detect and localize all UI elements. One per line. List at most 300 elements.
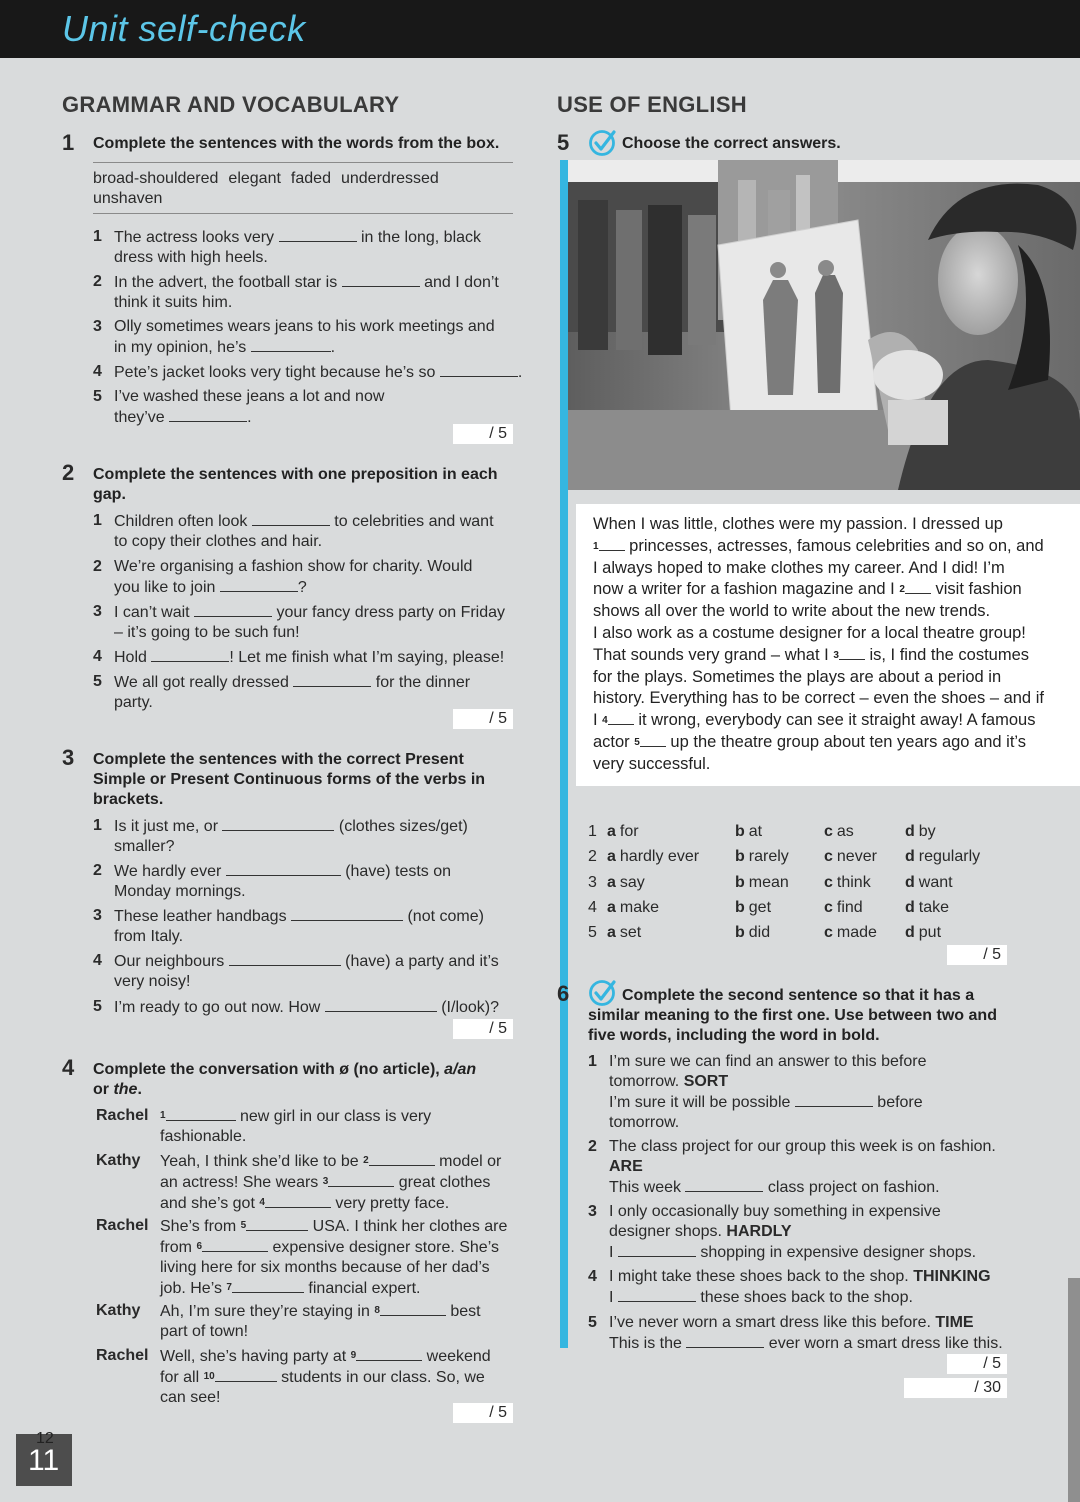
gap-number: 4 (602, 715, 608, 727)
option-letter: b (735, 899, 745, 916)
item-number: 1 (93, 228, 102, 245)
answer-gap[interactable] (640, 732, 666, 747)
answer-gap[interactable] (618, 1287, 696, 1302)
gap-number: 1 (160, 1110, 166, 1121)
option-text: say (619, 874, 645, 891)
option-text: by (918, 823, 936, 840)
list-item (93, 861, 533, 901)
total-score-box: / 30 (904, 1378, 1007, 1398)
dialogue-text: model or (434, 1153, 502, 1170)
answer-gap[interactable] (246, 1216, 308, 1231)
list-item (93, 602, 523, 642)
item-number: 3 (93, 318, 102, 335)
section-title-use-of-english: USE OF ENGLISH (557, 92, 747, 117)
item-text: This week (609, 1179, 686, 1196)
page-number: 11 (28, 1444, 60, 1477)
text-line: I also work as a costume designer for a local theatre group! (593, 623, 1026, 642)
instruction-line: brackets. (93, 791, 164, 808)
gap-number: 2 (899, 584, 905, 596)
item-text: (have) a party and it’s (340, 953, 499, 970)
score-box: / 5 (453, 1403, 513, 1423)
option-letter: d (905, 899, 915, 916)
answer-gap[interactable] (232, 1278, 304, 1293)
dialogue-text: fashionable. (160, 1128, 247, 1145)
list-item (588, 1137, 1028, 1197)
answer-gap[interactable] (229, 951, 341, 966)
list-item (93, 227, 523, 267)
dialogue-line (96, 1301, 526, 1341)
option-letter: b (735, 823, 745, 840)
box-word: faded (290, 170, 331, 187)
dialogue-text: from (160, 1239, 197, 1256)
option-letter: d (905, 874, 915, 891)
dialogue-text: best (445, 1303, 481, 1320)
gap-number: 3 (833, 649, 839, 661)
item-number: 2 (93, 558, 102, 575)
word-box (93, 162, 513, 214)
item-number: 3 (93, 907, 102, 924)
item-text: I’m sure it will be possible (609, 1094, 795, 1111)
answer-gap[interactable] (215, 1367, 277, 1382)
item-number: 5 (93, 388, 102, 405)
item-text: . (517, 364, 523, 381)
exercise-number: 1 (62, 130, 75, 155)
box-word: underdressed (340, 170, 439, 187)
page-edge-strip (1068, 1278, 1080, 1502)
item-text: Pete’s jacket looks very tight because he’s so (114, 364, 440, 381)
list-item (588, 1052, 1028, 1132)
dialogue-line (96, 1346, 526, 1406)
answer-gap[interactable] (169, 407, 247, 422)
instruction-line: Complete the second sentence so that it has a (622, 987, 975, 1004)
text-line: actor (593, 732, 635, 751)
text-line: now a writer for a fashion magazine and I (593, 580, 900, 599)
option-d[interactable] (905, 873, 953, 893)
dialogue-text: Well, she’s having party at (160, 1348, 351, 1365)
option-text: regularly (918, 848, 981, 865)
option-letter: a (607, 924, 616, 941)
item-text: party. (114, 694, 153, 711)
option-text: for (619, 823, 639, 840)
list-item (588, 1267, 1028, 1307)
item-number: 3 (588, 1203, 597, 1220)
item-text: Is it just me, or (114, 818, 223, 835)
gap-number: 2 (363, 1155, 369, 1166)
item-text: (I/look)? (436, 999, 500, 1016)
option-letter: a (607, 848, 616, 865)
list-item (93, 317, 523, 357)
instruction-line: Complete the conversation with ø (no article), (93, 1061, 445, 1078)
item-text: to copy their clothes and hair. (114, 533, 323, 550)
dialogue-text: expensive designer store. She’s (268, 1239, 499, 1256)
exercise-instruction (588, 986, 1028, 1046)
instruction-line: . (137, 1081, 142, 1098)
dialogue-text: new girl in our class is very (235, 1108, 432, 1125)
option-letter: b (735, 874, 745, 891)
instruction-line: Complete the sentences with the correct Present (93, 751, 464, 768)
item-text: smaller? (114, 838, 175, 855)
option-b[interactable] (735, 873, 789, 893)
keyword: ARE (609, 1158, 643, 1175)
option-letter: a (607, 874, 616, 891)
item-text: for the dinner (371, 674, 471, 691)
item-text: dress with high heels. (114, 249, 268, 266)
item-number: 4 (93, 363, 102, 380)
item-text: very noisy! (114, 973, 191, 990)
item-text: from Italy. (114, 928, 184, 945)
exercise-instruction (93, 465, 498, 505)
item-text: designer shops. (609, 1223, 727, 1240)
dialogue-text: students in our class. So, we (276, 1369, 485, 1386)
item-text: (have) tests on (340, 863, 452, 880)
option-number: 2 (588, 848, 597, 865)
option-c[interactable] (824, 873, 871, 893)
answer-gap[interactable] (202, 1237, 268, 1252)
text-line: is, I find the costumes (864, 645, 1030, 664)
answer-gap[interactable] (356, 1346, 422, 1361)
keyword: SORT (683, 1073, 729, 1090)
item-text: ? (297, 579, 307, 596)
answer-gap[interactable] (905, 579, 931, 594)
item-number: 5 (93, 673, 102, 690)
dialogue-text: very pretty face. (330, 1195, 450, 1212)
option-text: mean (748, 874, 789, 891)
item-text: We hardly ever (114, 863, 226, 880)
item-text: think it suits him. (114, 294, 233, 311)
answer-gap[interactable] (839, 645, 865, 660)
answer-gap[interactable] (265, 1193, 331, 1208)
option-number: 5 (588, 924, 597, 941)
option-text: want (918, 874, 953, 891)
dialogue-text: job. He’s (160, 1280, 227, 1297)
exercise-number: 3 (62, 745, 75, 770)
answer-gap[interactable] (220, 577, 298, 592)
option-a[interactable] (607, 923, 641, 943)
item-text: ! Let me finish what I’m saying, please! (229, 649, 505, 666)
dialogue-text: for all (160, 1369, 204, 1386)
item-text: Our neighbours (114, 953, 229, 970)
list-item (93, 997, 533, 1017)
item-text: in my opinion, he’s (114, 339, 251, 356)
answer-gap[interactable] (608, 710, 634, 725)
text-line: for the plays. Sometimes the plays are about a period in (593, 667, 1002, 686)
option-letter: c (824, 874, 833, 891)
option-letter: c (824, 823, 833, 840)
item-text: your fancy dress party on Friday (272, 604, 506, 621)
option-text: make (619, 899, 660, 916)
item-text: and I don’t (419, 274, 499, 291)
answer-gap[interactable] (618, 1242, 696, 1257)
item-text: shopping in expensive designer shops. (695, 1244, 977, 1261)
exercise-number: 4 (62, 1055, 75, 1080)
dialogue-text: an actress! She wears (160, 1174, 323, 1191)
item-number: 4 (588, 1268, 597, 1285)
option-letter: d (905, 848, 915, 865)
keyword: HARDLY (726, 1223, 792, 1240)
option-number: 3 (588, 874, 597, 891)
option-text: find (836, 899, 863, 916)
item-text: ever worn a smart dress like this. (764, 1335, 1003, 1352)
gap-number: 9 (350, 1350, 357, 1361)
accent-bar (560, 160, 568, 1348)
list-item (93, 557, 523, 597)
gap-number: 6 (196, 1241, 203, 1252)
item-number: 4 (93, 952, 102, 969)
speaker-name: Rachel (96, 1217, 149, 1234)
option-c[interactable] (824, 822, 854, 842)
exercise-instruction (93, 1060, 476, 1100)
option-text: take (918, 899, 950, 916)
text-line: very successful. (593, 754, 711, 773)
option-letter: b (735, 848, 745, 865)
gap-number: 8 (374, 1305, 380, 1316)
score-box: / 5 (453, 709, 513, 729)
option-a[interactable] (607, 847, 699, 867)
item-text: class project on fashion. (763, 1179, 940, 1196)
box-word: broad-shouldered (93, 170, 219, 187)
dialogue-line (96, 1216, 526, 1296)
fashion-designer-photo (568, 160, 1080, 490)
exercise-number: 6 (557, 981, 570, 1006)
list-item (93, 511, 523, 551)
exercise-instruction: Complete the sentences with the words from the box. (93, 135, 500, 152)
item-number: 1 (93, 817, 102, 834)
list-item (93, 362, 523, 382)
option-letter: a (607, 899, 616, 916)
list-item (93, 951, 533, 991)
item-number: 2 (93, 273, 102, 290)
option-letter: c (824, 848, 833, 865)
option-number: 1 (588, 823, 597, 840)
dialogue-text: living here for six months because of her dad’s (160, 1259, 490, 1276)
keyword: TIME (935, 1314, 974, 1331)
list-item (93, 672, 523, 712)
dialogue-text: can see! (160, 1389, 221, 1406)
answer-gap[interactable] (328, 1172, 394, 1187)
text-line: visit fashion (930, 580, 1022, 599)
exercise-instruction: Choose the correct answers. (622, 135, 841, 152)
instruction-line: or (93, 1081, 114, 1098)
list-item (93, 647, 523, 667)
dialogue-text: She’s from (160, 1218, 241, 1235)
option-c[interactable] (824, 898, 863, 918)
text-line: When I was little, clothes were my passion. I dressed up (593, 515, 1003, 533)
score-box: / 5 (453, 424, 513, 444)
dialogue-line (96, 1151, 526, 1211)
reading-text-box (576, 504, 1080, 786)
option-d[interactable] (905, 822, 936, 842)
option-text: at (748, 823, 763, 840)
list-item (588, 1313, 1028, 1353)
dialogue-text: and she’s got (160, 1195, 260, 1212)
option-text: never (836, 848, 877, 865)
option-letter: c (824, 924, 833, 941)
dialogue-text: part of town! (160, 1323, 249, 1340)
instruction-line: Simple or Present Continuous forms of the verbs in (93, 771, 486, 788)
box-word: unshaven (93, 190, 163, 207)
check-circle-icon (588, 128, 616, 156)
item-text: . (330, 339, 336, 356)
list-item (93, 272, 523, 312)
text-line: shows all over the world to write about the new trends. (593, 602, 991, 621)
option-d[interactable] (905, 923, 941, 943)
text-line: it wrong, everybody can see it straight away! A famous (633, 711, 1036, 730)
page-number-badge (16, 1430, 72, 1486)
option-text: as (836, 823, 854, 840)
answer-gap[interactable] (226, 861, 341, 876)
option-letter: d (905, 823, 915, 840)
answer-gap[interactable] (291, 906, 403, 921)
option-b[interactable] (735, 847, 789, 867)
text-line: history. Everything has to be correct – even the shoes – and if (593, 689, 1044, 708)
answer-gap[interactable] (380, 1301, 446, 1316)
instruction-italic: a/an (444, 1061, 477, 1078)
item-text: to celebrities and want (329, 513, 494, 530)
option-c[interactable] (824, 847, 877, 867)
answer-gap[interactable] (222, 816, 334, 831)
gap-number: 7 (226, 1282, 232, 1293)
item-text: I’m ready to go out now. How (114, 999, 325, 1016)
item-text: I only occasionally buy something in expensive (609, 1203, 941, 1220)
option-number: 4 (588, 899, 597, 916)
list-item (588, 1202, 1028, 1262)
item-number: 1 (93, 512, 102, 529)
option-text: did (748, 924, 771, 941)
exercise-instruction (93, 750, 485, 810)
option-d[interactable] (905, 847, 980, 867)
dialogue-text: weekend (422, 1348, 491, 1365)
page-number-small: 12 (36, 1430, 54, 1447)
option-text: hardly ever (619, 848, 700, 865)
list-item (93, 816, 533, 856)
item-text: We’re organising a fashion show for charity. Would (114, 558, 473, 575)
gap-number: 4 (259, 1197, 265, 1208)
item-text: (not come) (403, 908, 484, 925)
gap-number: 3 (322, 1176, 329, 1187)
reading-text (593, 514, 1073, 776)
score-box: / 5 (947, 1354, 1007, 1374)
item-text: Monday mornings. (114, 883, 246, 900)
item-text: you like to join (114, 579, 220, 596)
text-line: princesses, actresses, famous celebrities and so on, and (624, 536, 1044, 555)
dialogue-text: Ah, I’m sure they’re staying in (160, 1303, 375, 1320)
exercise-number: 5 (557, 130, 570, 155)
option-d[interactable] (905, 898, 949, 918)
dialogue-text: Yeah, I think she’d like to be (160, 1153, 364, 1170)
item-text: (clothes sizes/get) (334, 818, 468, 835)
score-box: / 5 (947, 945, 1007, 965)
item-number: 5 (588, 1314, 597, 1331)
answer-gap[interactable] (685, 1177, 763, 1192)
item-text: they’ve (114, 409, 170, 426)
option-text: think (836, 874, 871, 891)
answer-gap[interactable] (440, 362, 518, 377)
item-text: This is the (609, 1335, 687, 1352)
item-text: I (609, 1289, 618, 1306)
item-text: I’m sure we can find an answer to this before (609, 1053, 927, 1070)
text-line: I (593, 711, 603, 730)
answer-gap[interactable] (252, 511, 330, 526)
option-text: made (836, 924, 877, 941)
item-text: Hold (114, 649, 152, 666)
speaker-name: Kathy (96, 1302, 141, 1319)
item-text: before (872, 1094, 923, 1111)
option-b[interactable] (735, 822, 762, 842)
speaker-name: Rachel (96, 1107, 149, 1124)
score-box: / 5 (453, 1019, 513, 1039)
option-a[interactable] (607, 822, 639, 842)
item-number: 2 (93, 862, 102, 879)
option-a[interactable] (607, 873, 645, 893)
item-number: 1 (588, 1053, 597, 1070)
item-text: In the advert, the football star is (114, 274, 342, 291)
option-text: put (918, 924, 942, 941)
item-text: tomorrow. (609, 1073, 684, 1090)
item-text: I’ve washed these jeans a lot and now (114, 388, 385, 405)
exercise-number: 2 (62, 460, 75, 485)
answer-gap[interactable] (251, 337, 331, 352)
section-title-grammar: GRAMMAR AND VOCABULARY (62, 92, 400, 117)
item-text: tomorrow. (609, 1114, 680, 1131)
option-letter: d (905, 924, 915, 941)
answer-gap[interactable] (342, 272, 420, 287)
item-text: in the long, black (356, 229, 482, 246)
gap-number: 5 (634, 736, 640, 748)
item-text: I might take these shoes back to the shop. (609, 1268, 914, 1285)
answer-gap[interactable] (325, 997, 437, 1012)
item-number: 4 (93, 648, 102, 665)
answer-gap[interactable] (599, 536, 625, 551)
text-line: That sounds very grand – what I (593, 645, 834, 664)
answer-gap[interactable] (279, 227, 357, 242)
answer-gap[interactable] (686, 1333, 764, 1348)
answer-gap[interactable] (795, 1092, 873, 1107)
option-text: get (748, 899, 772, 916)
option-c[interactable] (824, 923, 877, 943)
item-number: 2 (588, 1138, 597, 1155)
dialogue-text: great clothes (394, 1174, 491, 1191)
instruction-line: gap. (93, 486, 126, 503)
instruction-line: similar meaning to the first one. Use between two and (588, 1007, 997, 1024)
answer-gap[interactable] (194, 602, 272, 617)
speaker-name: Rachel (96, 1347, 149, 1364)
option-letter: c (824, 899, 833, 916)
option-letter: b (735, 924, 745, 941)
gap-number: 1 (593, 540, 599, 552)
option-b[interactable] (735, 898, 771, 918)
option-a[interactable] (607, 898, 659, 918)
answer-gap[interactable] (369, 1151, 435, 1166)
speaker-name: Kathy (96, 1152, 141, 1169)
option-b[interactable] (735, 923, 770, 943)
item-text: Children often look (114, 513, 252, 530)
list-item (93, 906, 533, 946)
instruction-italic: the (113, 1081, 138, 1098)
answer-gap[interactable] (151, 647, 229, 662)
option-letter: a (607, 823, 616, 840)
dialogue-line (96, 1106, 526, 1146)
item-text: – it’s going to be such fun! (114, 624, 300, 641)
answer-gap[interactable] (166, 1106, 236, 1121)
box-word: elegant (228, 170, 281, 187)
instruction-line: five words, including the word in bold. (588, 1027, 880, 1044)
keyword: THINKING (913, 1268, 991, 1285)
item-text: I’ve never worn a smart dress like this before. (609, 1314, 936, 1331)
page-title: Unit self-check (62, 8, 306, 49)
dialogue-text: USA. I think her clothes are (308, 1218, 508, 1235)
answer-gap[interactable] (293, 672, 371, 687)
item-text: We all got really dressed (114, 674, 294, 691)
